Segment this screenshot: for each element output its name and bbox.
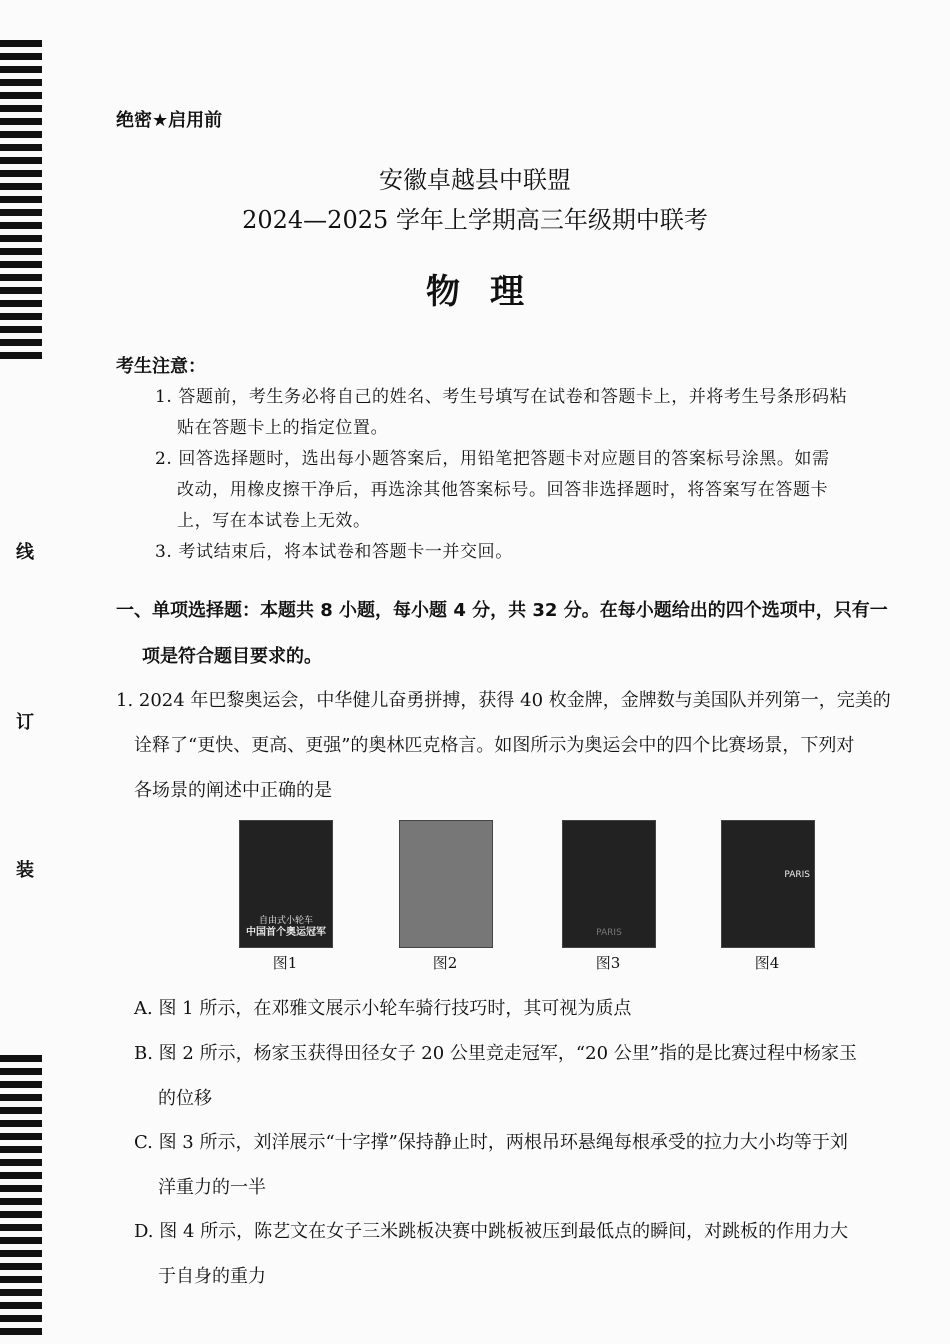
- figure-caption: 图1: [272, 954, 298, 972]
- exam-title: 2024—2025 学年上学期高三年级期中联考: [242, 206, 708, 234]
- note-line: 改动，用橡皮擦干净后，再选涂其他答案标号。回答非选择题时，将答案写在答题卡: [177, 480, 829, 500]
- notes-heading: 考生注意：: [116, 356, 206, 377]
- note-line: 上，写在本试卷上无效。: [177, 511, 371, 531]
- question-stem: 诠释了“更快、更高、更强”的奥林匹克格言。如图所示为奥运会中的四个比赛场景，下列对: [134, 735, 855, 756]
- note-line: 3. 考试结束后，将本试卷和答题卡一并交回。: [155, 542, 513, 562]
- note-line: 贴在答题卡上的指定位置。: [177, 418, 389, 438]
- option-a: A. 图 1 所示，在邓雅文展示小轮车骑行技巧时，其可视为质点: [134, 998, 632, 1019]
- option-b-cont: 的位移: [158, 1088, 212, 1109]
- side-label-bind: 装: [16, 860, 34, 881]
- question-stem: 1. 2024 年巴黎奥运会，中华健儿奋勇拼搏，获得 40 枚金牌，金牌数与美国队并列第一，完美的: [116, 690, 891, 711]
- figure-1-bmx-photo: 自由式小轮车 中国首个奥运冠军: [239, 820, 333, 948]
- option-b: B. 图 2 所示，杨家玉获得田径女子 20 公里竞走冠军，“20 公里”指的是比赛过程中杨家玉: [134, 1043, 857, 1064]
- question-stem: 各场景的阐述中正确的是: [134, 780, 332, 801]
- option-d: D. 图 4 所示，陈艺文在女子三米跳板决赛中跳板被压到最低点的瞬间，对跳板的作用力大: [134, 1221, 849, 1242]
- figure-2-racewalk-photo: [399, 820, 493, 948]
- figure-3-rings-photo: PARIS: [562, 820, 656, 948]
- subject-title: 物理: [426, 272, 554, 312]
- note-line: 2. 回答选择题时，选出每小题答案后，用铅笔把答题卡对应题目的答案标号涂黑。如需: [155, 449, 830, 469]
- figure-4-diving-photo: PARIS: [721, 820, 815, 948]
- section-heading: 一、单项选择题：本题共 8 小题，每小题 4 分，共 32 分。在每小题给出的四个选项中，只有一: [116, 600, 888, 621]
- side-label-line: 线: [16, 542, 34, 563]
- option-d-cont: 于自身的重力: [158, 1266, 266, 1287]
- note-line: 1. 答题前，考生务必将自己的姓名、考生号填写在试卷和答题卡上，并将考生号条形码粘: [155, 387, 848, 407]
- binding-margin-bottom-marks: [0, 1055, 42, 1341]
- option-c-cont: 洋重力的一半: [158, 1177, 266, 1198]
- side-label-order: 订: [16, 712, 34, 733]
- section-heading-cont: 项是符合题目要求的。: [142, 646, 322, 667]
- option-c: C. 图 3 所示，刘洋展示“十字撑”保持静止时，两根吊环悬绳每根承受的拉力大小均等于刘: [134, 1132, 848, 1153]
- exam-alliance-title: 安徽卓越县中联盟: [379, 166, 571, 194]
- figure-caption: 图4: [754, 954, 780, 972]
- confidential-label: 绝密★启用前: [116, 110, 223, 131]
- figure-caption: 图3: [595, 954, 621, 972]
- figure-caption: 图2: [432, 954, 458, 972]
